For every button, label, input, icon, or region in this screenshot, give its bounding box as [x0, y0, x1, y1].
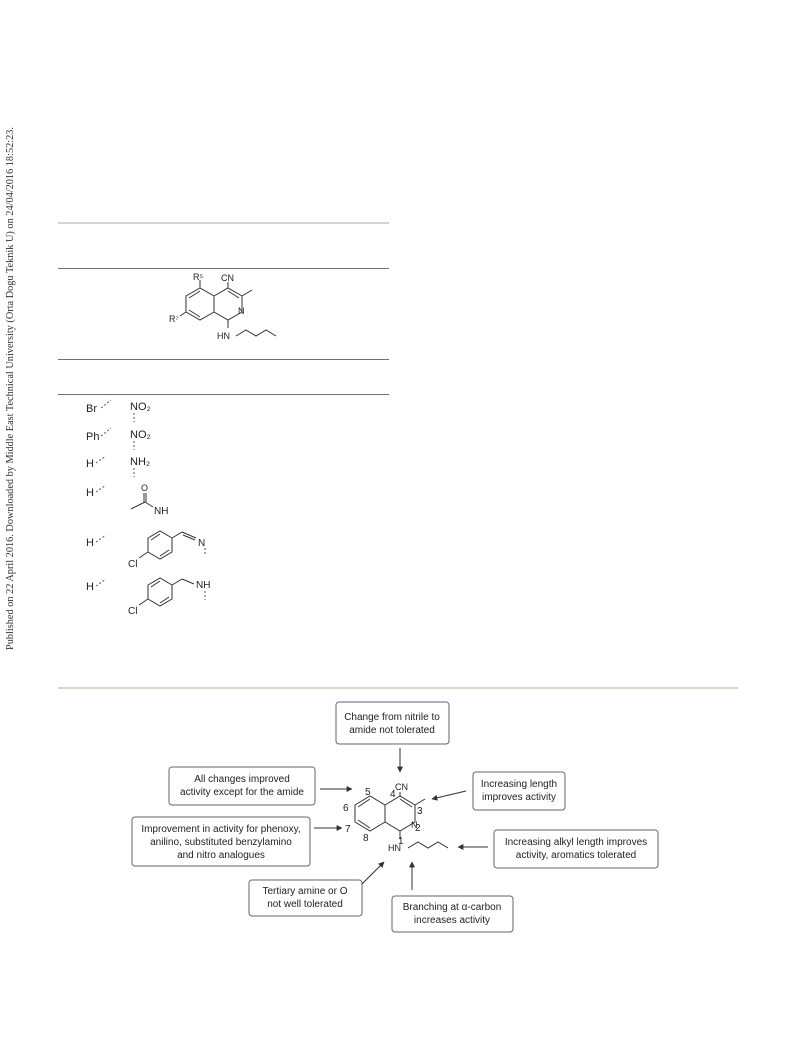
position-7: 7	[345, 824, 351, 835]
svg-text:and nitro analogues: and nitro analogues	[177, 850, 265, 861]
callout-bottom-left	[249, 880, 362, 916]
imine-n: N	[198, 538, 206, 549]
callout-left-upper	[169, 767, 315, 805]
scaffold-structure	[180, 280, 276, 336]
position-1: 1	[398, 836, 404, 847]
callout-top	[336, 702, 449, 744]
table-row	[86, 578, 210, 617]
svg-text:Change from nitrile to: Change from nitrile to	[344, 712, 440, 723]
svg-text:not well tolerated: not well tolerated	[267, 899, 343, 910]
position-3: 3	[417, 806, 423, 817]
arrow-bottom-left	[362, 862, 384, 884]
position-4: 4	[390, 789, 396, 800]
callout-right-upper	[473, 772, 565, 810]
svg-text:All changes improved: All changes improved	[194, 774, 290, 785]
table-row	[86, 428, 151, 450]
callout-right-lower	[494, 830, 658, 868]
svg-text:Improvement in activity for ph: Improvement in activity for phenoxy,	[141, 824, 301, 835]
ring-n-label: N	[238, 306, 245, 316]
r5-value: NO₂	[130, 429, 151, 441]
svg-text:Branching at α-carbon: Branching at α-carbon	[402, 902, 502, 913]
sar-nitrile: CN	[395, 782, 408, 792]
svg-text:Tertiary amine or O: Tertiary amine or O	[262, 886, 348, 897]
r5-value: NH₂	[130, 456, 151, 468]
r7-value: Br	[86, 403, 97, 415]
r5-label: R⁵	[193, 272, 204, 282]
position-8: 8	[363, 833, 369, 844]
svg-text:activity except for the amide: activity except for the amide	[180, 787, 304, 798]
position-5: 5	[365, 787, 371, 798]
chloro-label: Cl	[128, 606, 138, 617]
chloro-label: Cl	[128, 559, 138, 570]
svg-text:amide not tolerated: amide not tolerated	[349, 725, 435, 736]
position-2: 2	[415, 823, 421, 834]
position-6: 6	[343, 803, 349, 814]
amide-nh: NH	[154, 506, 169, 517]
r7-value: H	[86, 537, 94, 549]
svg-text:Increasing alkyl length improv: Increasing alkyl length improves	[504, 837, 648, 848]
nitrile-label: CN	[221, 273, 234, 283]
r7-value: Ph	[86, 431, 100, 443]
r7-value: H	[86, 458, 94, 470]
table-row	[86, 456, 150, 477]
svg-text:activity, aromatics tolerated: activity, aromatics tolerated	[515, 850, 637, 861]
callout-bottom-center	[392, 896, 513, 932]
r7-value: H	[86, 487, 94, 499]
table-row	[86, 400, 151, 422]
svg-text:improves activity: improves activity	[482, 792, 556, 803]
carbonyl-o: O	[141, 483, 149, 493]
svg-text:Increasing length: Increasing length	[480, 779, 558, 790]
callout-left-middle	[132, 817, 310, 866]
table-row	[86, 531, 205, 570]
amine-nh: NH	[196, 580, 211, 591]
svg-text:anilino, substituted benzylami: anilino, substituted benzylamino	[150, 837, 292, 848]
r7-value: H	[86, 581, 94, 593]
sar-ring-n: N	[411, 820, 418, 830]
download-notice: Published on 22 April 2016. Downloaded by Middle East Technical University (Orta Dogu Teknik U) on 24/04/2016 18:52:23.	[5, 127, 16, 650]
amine-label: HN	[217, 331, 230, 341]
r5-value: NO₂	[130, 401, 151, 413]
sar-amine: HN	[388, 843, 401, 853]
arrow-right-upper	[432, 791, 466, 799]
svg-text:increases activity: increases activity	[413, 915, 491, 926]
r7-label: R⁷	[169, 314, 179, 324]
table-row	[86, 483, 168, 517]
